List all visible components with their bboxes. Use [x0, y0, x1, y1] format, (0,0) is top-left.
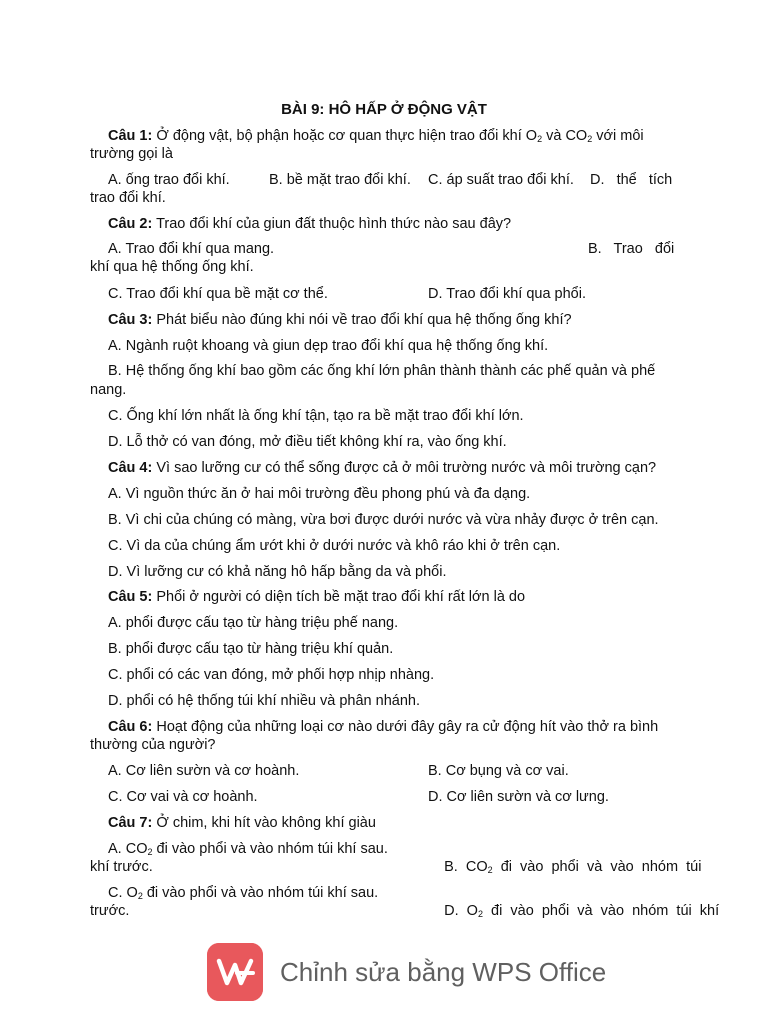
- q7-option-b: B. $CO_2$ đi vào phổi và vào nhóm túi: [444, 859, 702, 875]
- q5-option-c: C. phổi có các van đóng, mở phối hợp nhịp nhàng.: [108, 667, 435, 683]
- question-1: Câu 1: Ở động vật, bộ phận hoặc cơ quan thực hiện trao đổi khí $O_2$ và $CO_2$ với môi: [108, 128, 644, 144]
- q1-option-a: A. ống trao đổi khí.: [108, 172, 230, 188]
- wps-banner-text[interactable]: Chỉnh sửa bằng WPS Office: [280, 957, 607, 987]
- question-label: Câu 1:: [108, 128, 153, 144]
- q7-option-c: C. $O_2$ đi vào phổi và vào nhóm túi khí sau.: [108, 885, 379, 901]
- question-label: Câu 7:: [108, 815, 153, 831]
- question-label: Câu 6:: [108, 719, 153, 735]
- q3-option-d: D. Lỗ thở có van đóng, mở điều tiết không khí ra, vào ống khí.: [108, 434, 507, 450]
- question-label: Câu 5:: [108, 589, 153, 605]
- question-7: Câu 7: Ở chim, khi hít vào không khí giàu: [108, 815, 376, 831]
- q7-option-a: A. $CO_2$ đi vào phổi và vào nhóm túi khí sau.: [108, 841, 388, 857]
- wps-edit-banner[interactable]: [207, 943, 607, 1001]
- q2-option-a: A. Trao đổi khí qua mang.: [108, 241, 275, 257]
- q1-option-d: D. thể tích: [590, 172, 673, 188]
- q5-option-a: A. phổi được cấu tạo từ hàng triệu phế nang.: [108, 615, 399, 631]
- q3-option-c: C. Ống khí lớn nhất là ống khí tận, tạo ra bề mặt trao đổi khí lớn.: [108, 408, 524, 424]
- q3-option-a: A. Ngành ruột khoang và giun dẹp trao đổi khí qua hệ thống ống khí.: [108, 338, 549, 354]
- q2-option-b-cont: khí qua hệ thống ống khí.: [90, 259, 254, 275]
- question-label: Câu 4:: [108, 460, 153, 476]
- q6-option-a: A. Cơ liên sườn và cơ hoành.: [108, 763, 300, 779]
- question-2: Câu 2: Trao đổi khí của giun đất thuộc hình thức nào sau đây?: [108, 216, 512, 232]
- question-5: Câu 5: Phổi ở người có diện tích bề mặt trao đổi khí rất lớn là do: [108, 589, 526, 605]
- q6-option-d: D. Cơ liên sườn và cơ lưng.: [428, 789, 609, 805]
- q4-option-b: B. Vì chi của chúng có màng, vừa bơi được dưới nước và vừa nhảy được ở trên cạn.: [108, 512, 659, 528]
- page-title: BÀI 9: HÔ HẤP Ở ĐỘNG VẬT: [281, 101, 487, 118]
- q4-option-d: D. Vì lưỡng cư có khả năng hô hấp bằng da và phổi.: [108, 564, 447, 580]
- q7-option-d: D. $O_2$ đi vào phổi và vào nhóm túi khí: [444, 903, 720, 919]
- q2-option-c: C. Trao đổi khí qua bề mặt cơ thể.: [108, 286, 328, 302]
- q3-option-b-cont: nang.: [90, 382, 127, 398]
- q4-option-c: C. Vì da của chúng ẩm ướt khi ở dưới nước và khô ráo khi ở trên cạn.: [108, 538, 561, 554]
- q4-option-a: A. Vì nguồn thức ăn ở hai môi trường đều phong phú và đa dạng.: [108, 486, 531, 502]
- q5-option-b: B. phổi được cấu tạo từ hàng triệu khí quản.: [108, 641, 394, 657]
- q1-option-c: C. áp suất trao đổi khí.: [428, 172, 574, 188]
- question-4: Câu 4: Vì sao lưỡng cư có thể sống được cả ở môi trường nước và môi trường cạn?: [108, 460, 657, 476]
- question-6-cont: thường của người?: [90, 737, 216, 753]
- q1-option-d-cont: trao đổi khí.: [90, 190, 166, 206]
- q2-option-b: B. Trao đổi: [588, 241, 675, 257]
- q5-option-d: D. phổi có hệ thống túi khí nhiều và phân nhánh.: [108, 693, 420, 709]
- question-label: Câu 3:: [108, 312, 153, 328]
- question-label: Câu 2:: [108, 216, 153, 232]
- q7-option-d-cont: trước.: [90, 903, 130, 919]
- q2-option-d: D. Trao đổi khí qua phổi.: [428, 286, 586, 302]
- q3-option-b: B. Hệ thống ống khí bao gồm các ống khí lớn phân thành thành các phế quản và phế: [108, 363, 656, 379]
- q6-option-c: C. Cơ vai và cơ hoành.: [108, 789, 258, 805]
- question-6: Câu 6: Hoạt động của những loại cơ nào dưới đây gây ra cử động hít vào thở ra bình: [108, 719, 659, 735]
- question-3: Câu 3: Phát biểu nào đúng khi nói về trao đổi khí qua hệ thống ống khí?: [108, 312, 572, 328]
- q1-option-b: B. bề mặt trao đổi khí.: [269, 172, 411, 188]
- q6-option-b: B. Cơ bụng và cơ vai.: [428, 763, 569, 779]
- q7-option-b-cont: khí trước.: [90, 859, 153, 875]
- question-1-cont: trường gọi là: [90, 146, 173, 162]
- wps-logo-icon: [207, 943, 263, 1001]
